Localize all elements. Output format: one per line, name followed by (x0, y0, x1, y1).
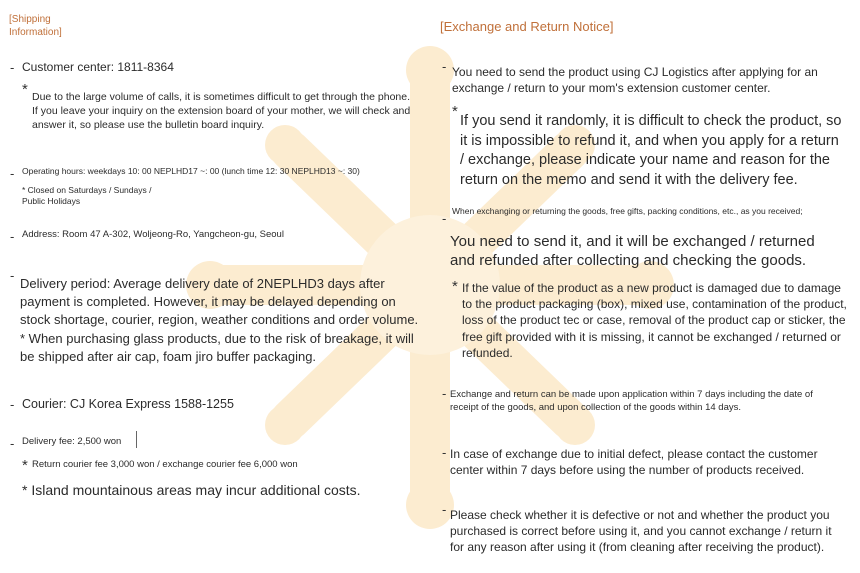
bullet-dash: - (10, 397, 15, 412)
delivery-fee: Delivery fee: 2,500 won (22, 436, 122, 447)
bullet-dash: - (442, 211, 447, 226)
asterisk-icon: * (22, 457, 28, 474)
bullet-dash: - (10, 60, 15, 75)
bullet-dash: - (442, 502, 447, 517)
address-line: Address: Room 47 A-302, Woljeong-Ro, Yangcheon-gu, Seoul (22, 229, 284, 240)
bullet-dash: - (10, 436, 15, 451)
closed-days: * Closed on Saturdays / Sundays / Public Holidays (22, 185, 152, 207)
asterisk-icon: * (452, 103, 458, 120)
bullet-dash: - (442, 445, 447, 460)
exchange-paragraph-1: You need to send the product using CJ Logistics after applying for an exchange / return to your mom's extension customer center. (452, 65, 818, 96)
bullet-dash: - (442, 386, 447, 401)
exchange-paragraph-7: In case of exchange due to initial defect, please contact the customer center within 7 days before using the number of products received. (450, 447, 818, 478)
text-cursor-divider (136, 431, 137, 448)
exchange-paragraph-2: If you send it randomly, it is difficult to check the product, so it is impossible to refund it, and when you apply for a return / exchange, please indicate your name and reason for the return on the memo and send it with the delivery fee. (460, 113, 842, 188)
exchange-paragraph-5: If the value of the product as a new product is damaged due to damage to the product packaging (box), mixed use, contamination of the product, loss of the product tec or case, removal of the product cap or sticker, the free gift provided with it is missing, it cannot be exchanged / returned or refunded. (462, 281, 847, 360)
courier-line: Courier: CJ Korea Express 1588-1255 (22, 397, 234, 411)
customer-center-note: Due to the large volume of calls, it is sometimes difficult to get through the phone. If you leave your inquiry on the extension board of your mother, we will check and answer it, so please use the bulletin board inquiry. (32, 91, 411, 132)
customer-center-line: Customer center: 1811-8364 (22, 60, 174, 74)
bullet-dash: - (10, 166, 15, 181)
asterisk-icon: * (22, 81, 28, 98)
exchange-paragraph-6: Exchange and return can be made upon application within 7 days including the date of receipt of the goods, and upon collection of the goods within 14 days. (450, 389, 813, 413)
exchange-paragraph-4: You need to send it, and it will be exchanged / returned and refunded after collecting and checking the goods. (450, 233, 815, 269)
delivery-period: Delivery period: Average delivery date of 2NEPLHD3 days after payment is completed. However, it may be delayed depending on stock shortage, courier, region, weather conditions and order volume. * When purchasing glass products, due to the risk of breakage, it will be shipped after air cap, foam jiro buffer packaging. (20, 276, 419, 364)
bullet-dash: - (10, 229, 15, 244)
return-fee: Return courier fee 3,000 won / exchange courier fee 6,000 won (32, 459, 298, 470)
shipping-info-heading: [Shipping Information] (9, 14, 62, 38)
bullet-dash: - (10, 268, 15, 283)
operating-hours: Operating hours: weekdays 10: 00 NEPLHD17 ~: 00 (lunch time 12: 30 NEPLHD13 ~: 30) (22, 166, 360, 176)
exchange-paragraph-3: When exchanging or returning the goods, free gifts, packing conditions, etc., as you received; (452, 206, 803, 216)
exchange-return-heading: [Exchange and Return Notice] (440, 19, 614, 34)
asterisk-icon: * (452, 278, 458, 295)
bullet-dash: - (442, 59, 447, 74)
exchange-paragraph-8: Please check whether it is defective or not and whether the product you purchased is correct before using it, and you cannot exchange / return it for any reason after using it (from cleaning after receiving the product). (450, 508, 832, 555)
island-note: * Island mountainous areas may incur additional costs. (22, 482, 361, 498)
